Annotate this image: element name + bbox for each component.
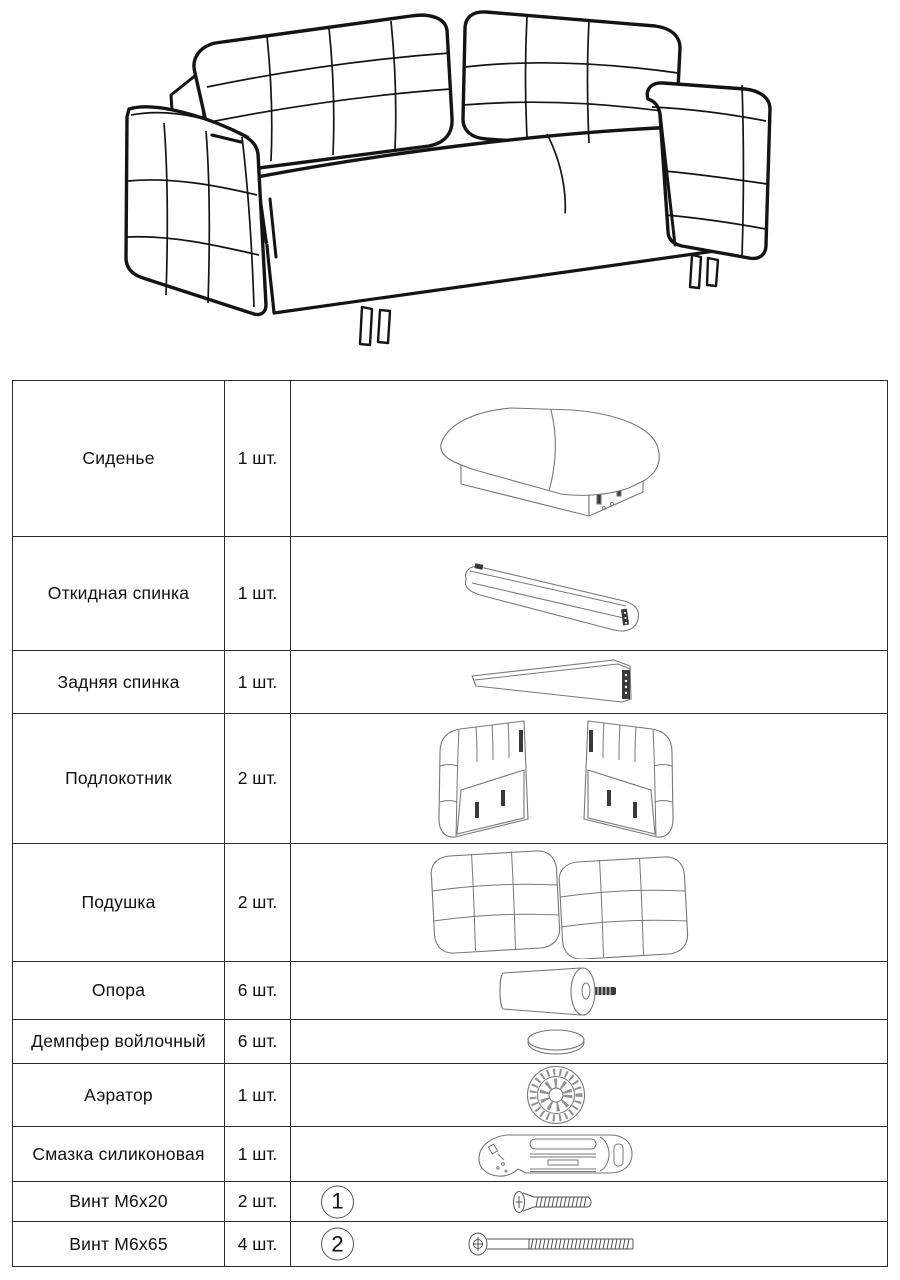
part-name: Винт М6х65 xyxy=(69,1233,168,1254)
part-name: Аэратор xyxy=(84,1084,153,1105)
part-name: Задняя спинка xyxy=(57,671,180,692)
table-row-armrest xyxy=(13,714,888,844)
table-row-aerator xyxy=(13,1064,888,1127)
seat-illustration xyxy=(431,400,681,518)
part-qty: 2 шт. xyxy=(237,768,278,788)
table-row-screw-m6x20 xyxy=(13,1182,888,1222)
marker-2: 2 xyxy=(321,1228,354,1261)
part-qty: 1 шт. xyxy=(237,1084,278,1105)
sofa-svg xyxy=(115,3,795,348)
part-qty: 4 шт. xyxy=(237,1233,278,1254)
table-row-rear-back-panel xyxy=(13,651,888,714)
cushion-illustration xyxy=(424,847,689,959)
part-qty: 1 шт. xyxy=(237,448,278,468)
part-qty: 2 шт. xyxy=(237,1191,278,1211)
part-name: Демпфер войлочный xyxy=(31,1031,206,1051)
part-name: Сиденье xyxy=(82,448,155,468)
sofa-line-drawing xyxy=(115,3,795,348)
part-qty: 6 шт. xyxy=(237,980,278,1000)
table-row-cushion xyxy=(13,844,888,962)
screw-m6x65-illustration xyxy=(467,1229,645,1259)
rear-back-panel-illustration xyxy=(466,657,646,707)
support-leg-illustration xyxy=(491,963,621,1019)
part-name: Винт М6х20 xyxy=(69,1191,168,1211)
part-name: Подушка xyxy=(81,892,156,912)
table-row-felt-damper xyxy=(13,1020,888,1064)
folding-backrest-illustration xyxy=(456,549,656,639)
table-row-seat xyxy=(13,381,888,537)
part-qty: 1 шт. xyxy=(237,1143,278,1164)
part-name: Опора xyxy=(91,980,146,1000)
part-name: Подлокотник xyxy=(65,768,172,788)
aerator-illustration xyxy=(526,1065,586,1125)
part-qty: 6 шт. xyxy=(237,1031,278,1051)
parts-table xyxy=(12,380,888,1267)
armrest-illustration xyxy=(431,718,681,840)
silicone-grease-illustration xyxy=(472,1128,640,1180)
table-row-screw-m6x65 xyxy=(13,1222,888,1267)
table-row-folding-backrest xyxy=(13,537,888,651)
part-qty: 1 шт. xyxy=(237,671,278,692)
screw-m6x20-illustration xyxy=(510,1189,602,1215)
table-row-support-leg xyxy=(13,962,888,1020)
table-row-silicone-grease xyxy=(13,1127,888,1182)
part-qty: 2 шт. xyxy=(237,892,278,912)
felt-damper-illustration xyxy=(524,1028,588,1056)
marker-1: 1 xyxy=(321,1185,354,1218)
part-qty: 1 шт. xyxy=(237,583,278,603)
part-name: Смазка силиконовая xyxy=(32,1143,205,1164)
part-name: Откидная спинка xyxy=(47,583,190,603)
